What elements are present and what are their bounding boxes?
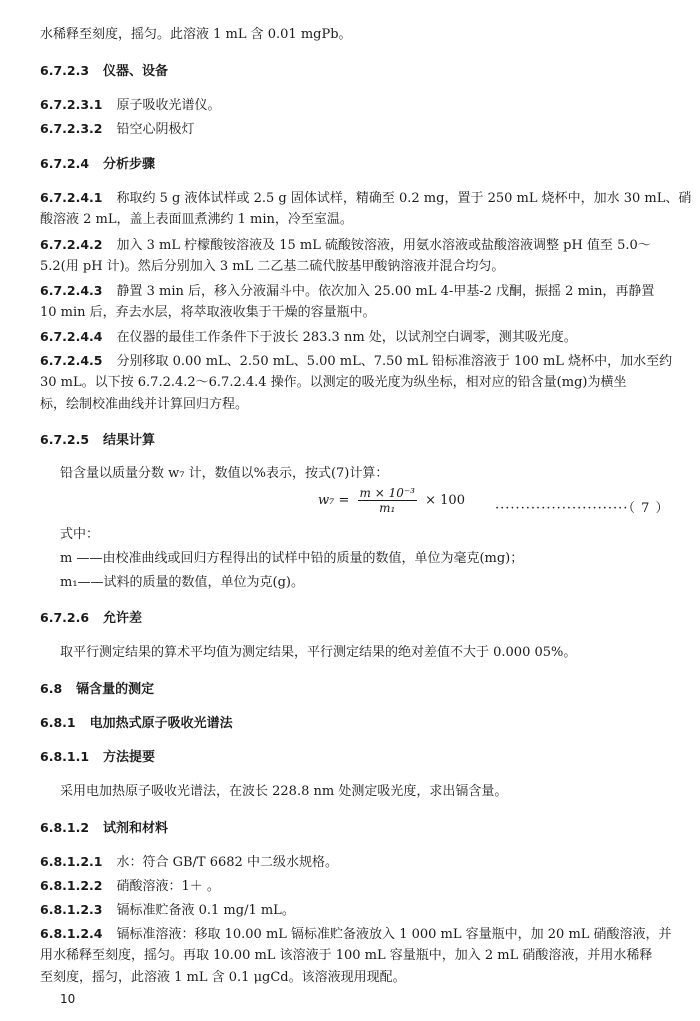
clause-6-7-2-3-1 (40, 96, 221, 115)
formula-numerator: m × 10⁻³ (359, 486, 415, 500)
formula-fraction (358, 486, 417, 515)
section-heading-6-7-2-4 (40, 155, 155, 174)
tolerance-text: 取平行测定结果的算术平均值为测定结果，平行测定结果的绝对差值不大于 0.000 05%。 (60, 645, 577, 660)
section-heading-6-8-1 (40, 714, 233, 733)
clause-text-continued: 酸溶液 2 mL，盖上表面皿煮沸约 1 min，冷至室温。 (40, 212, 353, 227)
clause-text: 硝酸溶液：1＋ 。 (116, 879, 220, 894)
section-number: 6.8 (40, 681, 63, 696)
clause-number: 6.7.2.4.5 (40, 353, 103, 368)
clause-number: 6.7.2.4.2 (40, 237, 103, 252)
formula-number: （ 7 ） (628, 501, 670, 516)
section-title: 仪器、设备 (103, 64, 169, 79)
section-title: 结果计算 (103, 433, 156, 448)
section-heading-6-8-1-2 (40, 819, 168, 838)
where-label: 式中： (60, 527, 100, 542)
formula-leader-dots: ··························（ 7 ） (495, 501, 670, 516)
clause-text: 水：符合 GB/T 6682 中二级水规格。 (116, 855, 338, 870)
section-number: 6.7.2.6 (40, 610, 90, 625)
section-title: 方法提要 (103, 750, 156, 765)
clause-number: 6.8.1.2.2 (40, 878, 103, 893)
section-title: 分析步骤 (103, 157, 156, 172)
paragraph-continuation: 水稀释至刻度，摇匀。此溶液 1 mL 含 0.01 mgPb。 (40, 27, 352, 42)
section-heading-6-7-2-5 (40, 431, 155, 450)
clause-number: 6.7.2.3.1 (40, 97, 103, 112)
section-number: 6.8.1.2 (40, 820, 90, 835)
section-title: 允许差 (103, 611, 143, 626)
section-title: 电加热式原子吸收光谱法 (89, 716, 233, 731)
clause-6-7-2-4-1 (40, 189, 691, 208)
clause-number: 6.7.2.3.2 (40, 121, 103, 136)
clause-text: 在仪器的最佳工作条件下于波长 283.3 nm 处，以试剂空白调零，测其吸光度。 (116, 330, 577, 345)
clause-text: 铅空心阴极灯 (116, 122, 195, 137)
section-heading-6-8-1-1 (40, 748, 155, 767)
section-number: 6.7.2.4 (40, 156, 90, 171)
clause-text: 镉标准溶液：移取 10.00 mL 镉标准贮备液放入 1 000 mL 容量瓶中，加 20 mL 硝酸溶液，并 (116, 927, 672, 942)
clause-6-7-2-4-4 (40, 328, 577, 347)
clause-text: 称取约 5 g 液体试样或 2.5 g 固体试样，精确至 0.2 mg，置于 250 mL 烧杯中，加水 30 mL、硝 (116, 191, 692, 206)
calculation-intro: 铅含量以质量分数 w₇ 计，数值以%表示，按式(7)计算： (60, 466, 389, 481)
section-title: 试剂和材料 (103, 821, 169, 836)
clause-6-7-2-4-3 (40, 282, 654, 301)
section-heading-6-8 (40, 680, 154, 699)
clause-6-8-1-2-1 (40, 853, 338, 872)
clause-text-continued: 30 mL。以下按 6.7.2.4.2～6.7.2.4.4 操作。以测定的吸光度为纵坐标，相对应的铅含量(mg)为横坐 (40, 375, 627, 390)
page-number: 10 (60, 992, 76, 1006)
clause-text-continued: 至刻度，摇匀，此溶液 1 mL 含 0.1 μgCd。该溶液现用现配。 (40, 970, 406, 985)
clause-number: 6.7.2.4.4 (40, 329, 103, 344)
clause-6-8-1-2-3 (40, 901, 295, 920)
clause-6-7-2-4-2 (40, 236, 651, 255)
clause-text-continued: 用水稀释至刻度，摇匀。再取 10.00 mL 该溶液于 100 mL 容量瓶中，加入 2 mL 硝酸溶液，并用水稀释 (40, 948, 653, 963)
section-number: 6.8.1 (40, 715, 76, 730)
clause-6-8-1-2-4 (40, 925, 672, 944)
clause-text: 原子吸收光谱仪。 (116, 98, 221, 113)
clause-number: 6.8.1.2.4 (40, 926, 103, 941)
clause-text: 镉标准贮备液 0.1 mg/1 mL。 (116, 903, 295, 918)
formula-tail: × 100 (425, 493, 465, 508)
clause-number: 6.8.1.2.3 (40, 902, 103, 917)
clause-6-8-1-2-2 (40, 877, 220, 896)
clause-number: 6.8.1.2.1 (40, 854, 103, 869)
definition-m1: m₁——试料的质量的数值，单位为克(g)。 (60, 575, 305, 590)
section-number: 6.7.2.5 (40, 432, 90, 447)
section-number: 6.8.1.1 (40, 749, 90, 764)
section-heading-6-7-2-6 (40, 609, 142, 628)
clause-number: 6.7.2.4.3 (40, 283, 103, 298)
formula-7 (318, 486, 465, 515)
section-heading-6-7-2-3 (40, 62, 168, 81)
section-number: 6.7.2.3 (40, 63, 90, 78)
clause-text-continued: 5.2(用 pH 计)。然后分别加入 3 mL 二乙基二硫代胺基甲酸钠溶液并混合均匀。 (40, 259, 505, 274)
formula-lhs: w₇ = (318, 493, 350, 508)
definition-m: m ——由校准曲线或回归方程得出的试样中铅的质量的数值，单位为毫克(mg)； (60, 551, 524, 566)
clause-text: 分别移取 0.00 mL、2.50 mL、5.00 mL、7.50 mL 铅标准溶液于 100 mL 烧杯中，加水至约 (116, 354, 673, 369)
clause-text-continued: 10 min 后，弃去水层，将萃取液收集于干燥的容量瓶中。 (40, 305, 376, 320)
clause-6-7-2-4-5 (40, 352, 672, 371)
formula-denominator: m₁ (379, 501, 396, 515)
clause-text-continued: 标，绘制校准曲线并计算回归方程。 (40, 397, 249, 412)
clause-text: 静置 3 min 后，移入分液漏斗中。依次加入 25.00 mL 4-甲基-2 戊酮，振摇 2 min，再静置 (116, 284, 655, 299)
clause-number: 6.7.2.4.1 (40, 190, 103, 205)
clause-text: 加入 3 mL 柠檬酸铵溶液及 15 mL 硫酸铵溶液，用氨水溶液或盐酸溶液调整 pH 值至 5.0～ (116, 238, 651, 253)
section-title: 镉含量的测定 (76, 682, 155, 697)
method-summary: 采用电加热原子吸收光谱法，在波长 228.8 nm 处测定吸光度，求出镉含量。 (60, 784, 508, 799)
clause-6-7-2-3-2 (40, 120, 195, 139)
